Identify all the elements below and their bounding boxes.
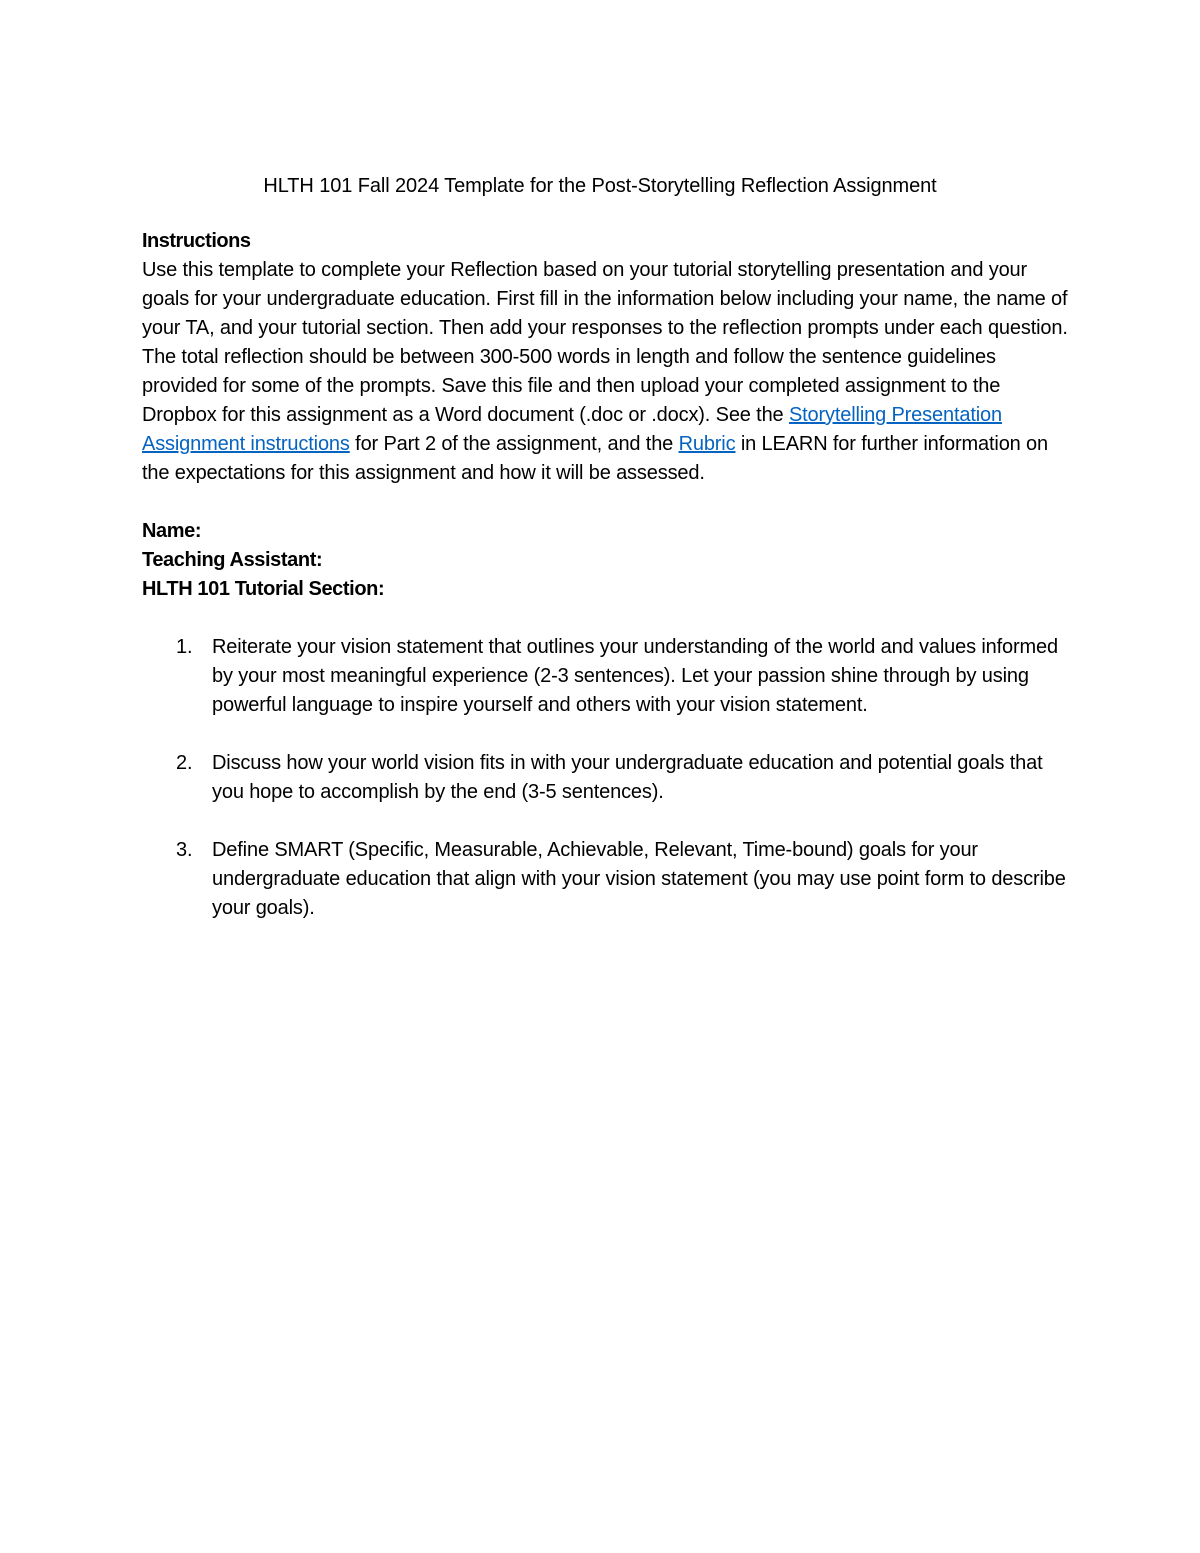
rubric-link[interactable]: Rubric bbox=[678, 433, 736, 455]
document-body bbox=[142, 227, 1072, 952]
reflection-questions-list bbox=[142, 633, 1072, 923]
instructions-text-part3: in LEARN for further information on the expectations for this assignment and how it will be assessed. bbox=[142, 433, 1048, 484]
instructions-text-part1: Use this template to complete your Reflection based on your tutorial storytelling presentation and your goals for your undergraduate education. First fill in the information below including your name, the name of your TA, and your tutorial section. Then add your responses to the reflection prompts under each question. The total reflection should be between 300-500 words in length and follow the sentence guidelines provided for some of the prompts. Save this file and then upload your completed assignment to the Dropbox for this assignment as a Word document (.doc or .docx). See the bbox=[142, 259, 1068, 426]
question-number: 3. bbox=[176, 839, 193, 861]
question-item bbox=[142, 836, 1072, 923]
teaching-assistant-field-label: Teaching Assistant: bbox=[142, 549, 323, 571]
question-number: 1. bbox=[176, 636, 193, 658]
instructions-heading: Instructions bbox=[142, 230, 251, 252]
question-number: 2. bbox=[176, 752, 193, 774]
instructions-text-part2: for Part 2 of the assignment, and the bbox=[349, 433, 679, 455]
question-item bbox=[142, 749, 1072, 807]
instructions-paragraph bbox=[142, 256, 1072, 488]
document-title: HLTH 101 Fall 2024 Template for the Post-Storytelling Reflection Assignment bbox=[263, 175, 937, 197]
name-field-label: Name: bbox=[142, 520, 202, 542]
question-text: Reiterate your vision statement that outlines your understanding of the world and values informed by your most meaningful experience (2-3 sentences). Let your passion shine through by using powerful language to inspire yourself and others with your vision statement. bbox=[212, 636, 1058, 716]
storytelling-instructions-link[interactable]: Storytelling Presentation Assignment instructions bbox=[142, 404, 1002, 455]
question-text: Discuss how your world vision fits in with your undergraduate education and potential goals that you hope to accomplish by the end (3-5 sentences). bbox=[212, 752, 1043, 803]
question-item bbox=[142, 633, 1072, 720]
tutorial-section-field-label: HLTH 101 Tutorial Section: bbox=[142, 578, 385, 600]
question-text: Define SMART (Specific, Measurable, Achievable, Relevant, Time-bound) goals for your undergraduate education that align with your vision statement (you may use point form to describe your goals). bbox=[212, 839, 1066, 919]
student-info-fields bbox=[142, 517, 1072, 604]
